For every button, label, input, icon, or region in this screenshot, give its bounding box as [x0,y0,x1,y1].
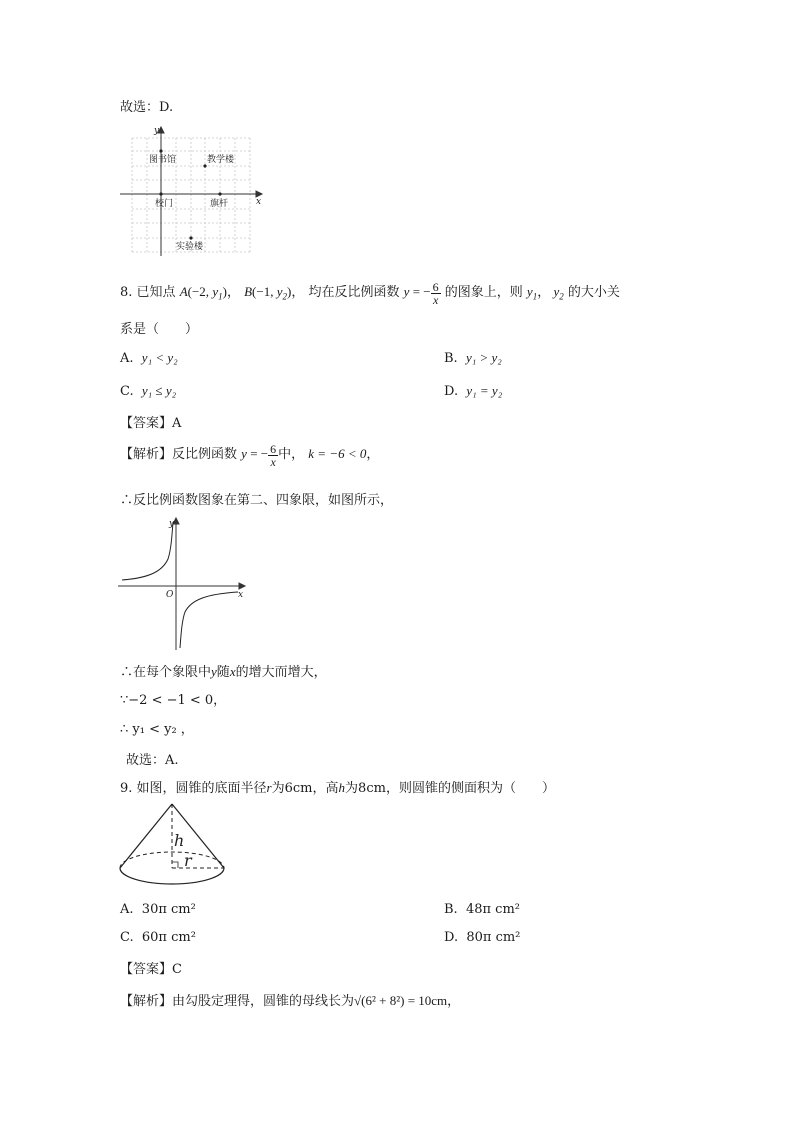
q9-option-a: A. 30π cm² [120,902,196,917]
q9-question-line: 9. 如图，圆锥的底面半径r为6cm，高h为8cm，则圆锥的侧面积为（ ） [120,780,555,796]
q8-line-a: ∴反比例函数图象在第二、四象限，如图所示， [120,493,394,508]
q8-line-e: 故选：A. [126,753,179,768]
q8-question-line: 8. 已知点 A(−2, $y_1$)， B(−1, $y_2$)， 均在反比例函数 y = − $\frac{6}{x}$ 的图象上，则 $y_1$， $y_2$ 的大小关 [120,279,620,307]
map-teaching-building-label: 教学楼 [207,155,235,165]
q8-line-b: ∴在每个象限中y随x的增大而增大， [120,664,327,680]
cone-height-label: h [174,831,185,850]
q7-answer-line: 故选：D. [120,100,174,115]
hyperbola-x-label: x [238,590,244,600]
q8-line2: 系是（ ） [120,322,199,337]
q8-vars: $y_1$， $y_2$ [526,284,564,302]
q9-option-d: D. 80π cm² [444,930,521,945]
q8-function: y = − $\frac{6}{x}$ [403,279,439,307]
q8-point-a: A(−2, $y_1$) [179,284,227,302]
q8-line-c: ∵−2 < −1 < 0， [120,693,227,708]
campus-map-figure [118,124,268,256]
hyperbola-y-label: y [169,519,175,529]
q8-answer: 【答案】A [120,416,182,431]
q8-option-b: B. y₁ > y₂ [444,350,502,366]
map-lab-building-label: 实验楼 [176,242,204,252]
hyperbola-figure [118,514,250,652]
q8-option-d: D. y₁ = y₂ [444,383,503,399]
q8-suffix: 的大小关 [567,285,620,300]
q8-analysis-line: 【解析】反比例函数 y = − $\frac{6}{x}$ 中， k = −6 < 0， [120,441,380,469]
map-x-axis-label: x [256,197,262,207]
map-y-axis-label: y [154,126,160,136]
hyperbola-origin-label: O [166,590,174,600]
q8-option-c: C. y₁ ≤ y₂ [120,383,177,399]
q8-mid1: 均在反比例函数 [308,285,400,300]
q9-option-b: B. 48π cm² [444,902,520,917]
q8-prefix: 8. 已知点 [120,285,176,300]
map-gate-label: 校门 [155,199,174,209]
q8-mid2: 的图象上，则 [444,285,523,300]
map-flagpole-label: 旗杆 [210,199,229,209]
cone-figure [116,800,228,892]
q9-answer: 【答案】C [120,962,182,977]
q8-point-b: B(−1, $y_2$) [244,284,292,302]
q8-option-a: A. y₁ < y₂ [120,350,178,366]
map-library-label: 图书馆 [149,155,177,165]
q8-line-d: ∴ y₁ < y₂ ， [120,722,194,737]
q9-option-c: C. 60π cm² [120,930,196,945]
cone-radius-label: r [184,851,192,870]
q9-analysis-line: 【解析】由勾股定理得，圆锥的母线长为√(6² + 8²) = 10cm， [120,993,461,1009]
